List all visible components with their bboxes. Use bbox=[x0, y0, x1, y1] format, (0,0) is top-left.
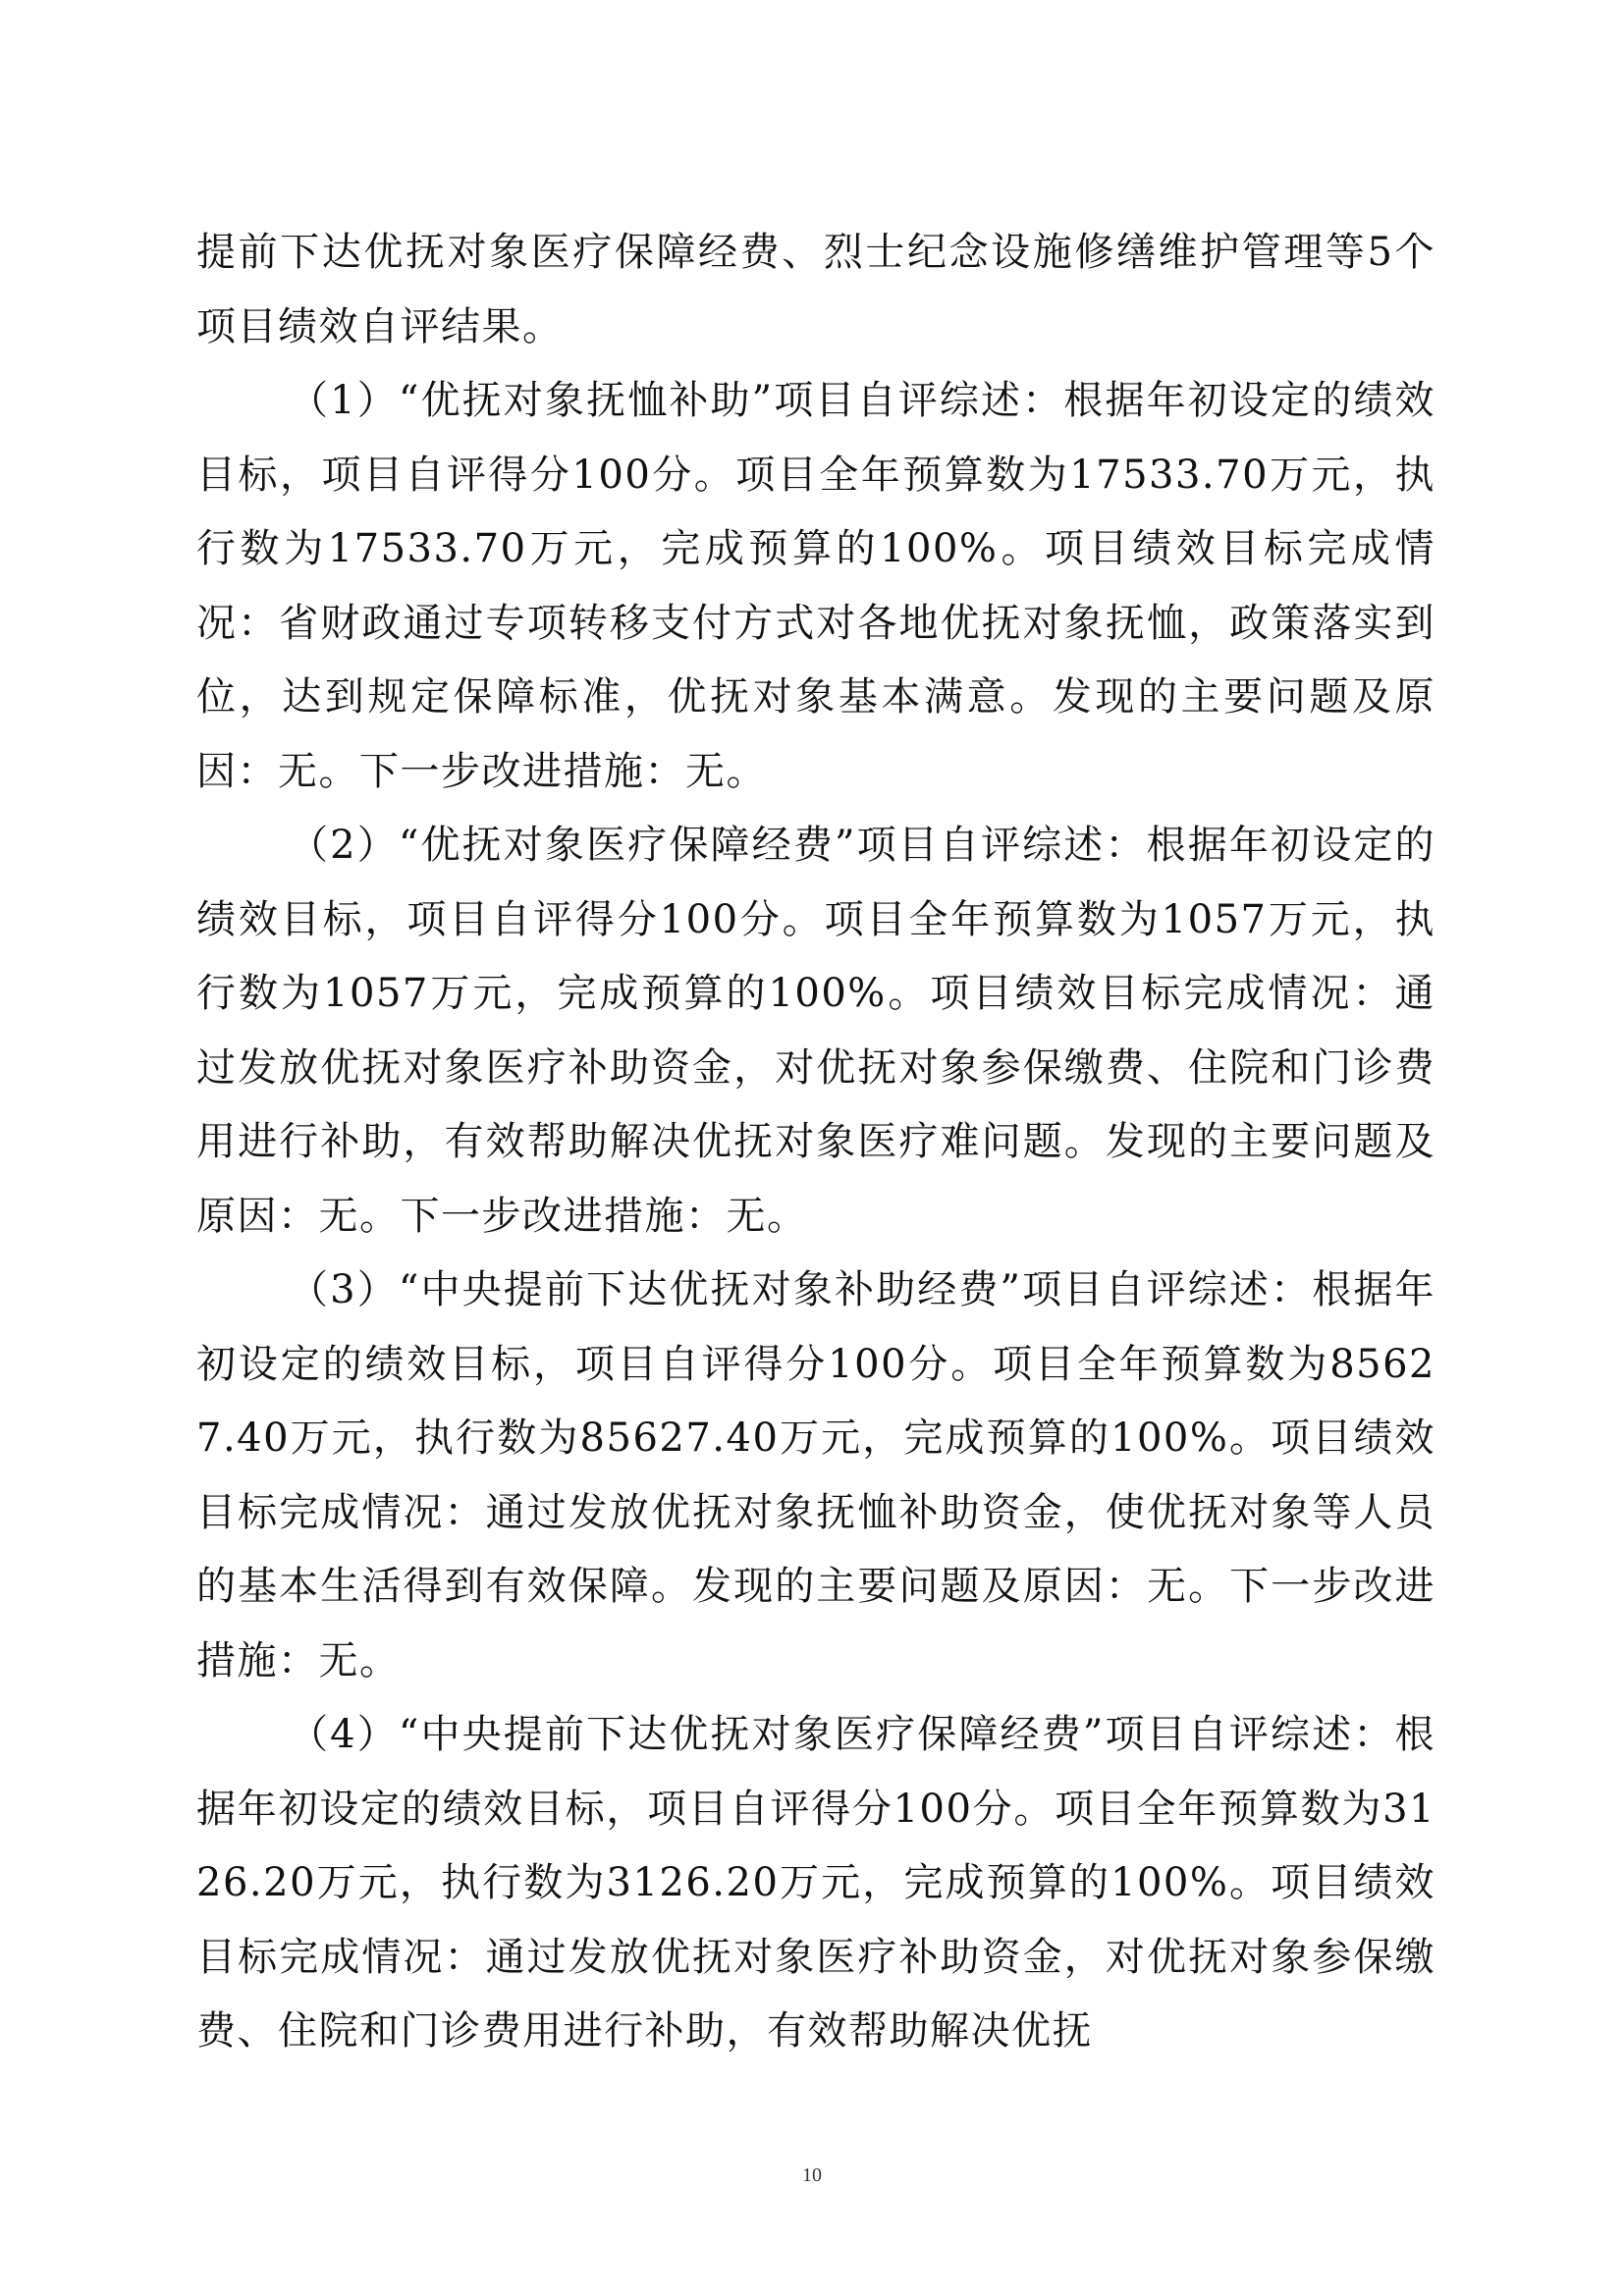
paragraph-continuation: 提前下达优抚对象医疗保障经费、烈士纪念设施修缮维护管理等5个项目绩效自评结果。 bbox=[196, 230, 1435, 349]
paragraph-item-3: （3）“中央提前下达优抚对象补助经费”项目自评综述：根据年初设定的绩效目标，项目自评得分100分。项目全年预算数为85627.40万元，执行数为85627.40万元，完成预算的100%。项目绩效目标完成情况：通过发放优抚对象抚恤补助资金，使优抚对象等人员的基本生活得到有效保障。发现的主要问题及原因：无。下一步改进措施：无。 bbox=[196, 1267, 1435, 1683]
page-number: 10 bbox=[802, 2164, 822, 2186]
paragraph-item-2: （2）“优抚对象医疗保障经费”项目自评综述：根据年初设定的绩效目标，项目自评得分100分。项目全年预算数为1057万元，执行数为1057万元，完成预算的100%。项目绩效目标完成情况：通过发放优抚对象医疗补助资金，对优抚对象参保缴费、住院和门诊费用进行补助，有效帮助解决优抚对象医疗难问题。发现的主要问题及原因：无。下一步改进措施：无。 bbox=[196, 823, 1435, 1239]
body-text bbox=[196, 216, 1435, 2069]
paragraph-item-1: （1）“优抚对象抚恤补助”项目自评综述：根据年初设定的绩效目标，项目自评得分100分。项目全年预算数为17533.70万元，执行数为17533.70万元，完成预算的100%。项目绩效目标完成情况：省财政通过专项转移支付方式对各地优抚对象抚恤，政策落实到位，达到规定保障标准，优抚对象基本满意。发现的主要问题及原因：无。下一步改进措施：无。 bbox=[196, 378, 1435, 794]
paragraph-item-4: （4）“中央提前下达优抚对象医疗保障经费”项目自评综述：根据年初设定的绩效目标，项目自评得分100分。项目全年预算数为3126.20万元，执行数为3126.20万元，完成预算的100%。项目绩效目标完成情况：通过发放优抚对象医疗补助资金，对优抚对象参保缴费、住院和门诊费用进行补助，有效帮助解决优抚 bbox=[196, 1712, 1435, 2054]
